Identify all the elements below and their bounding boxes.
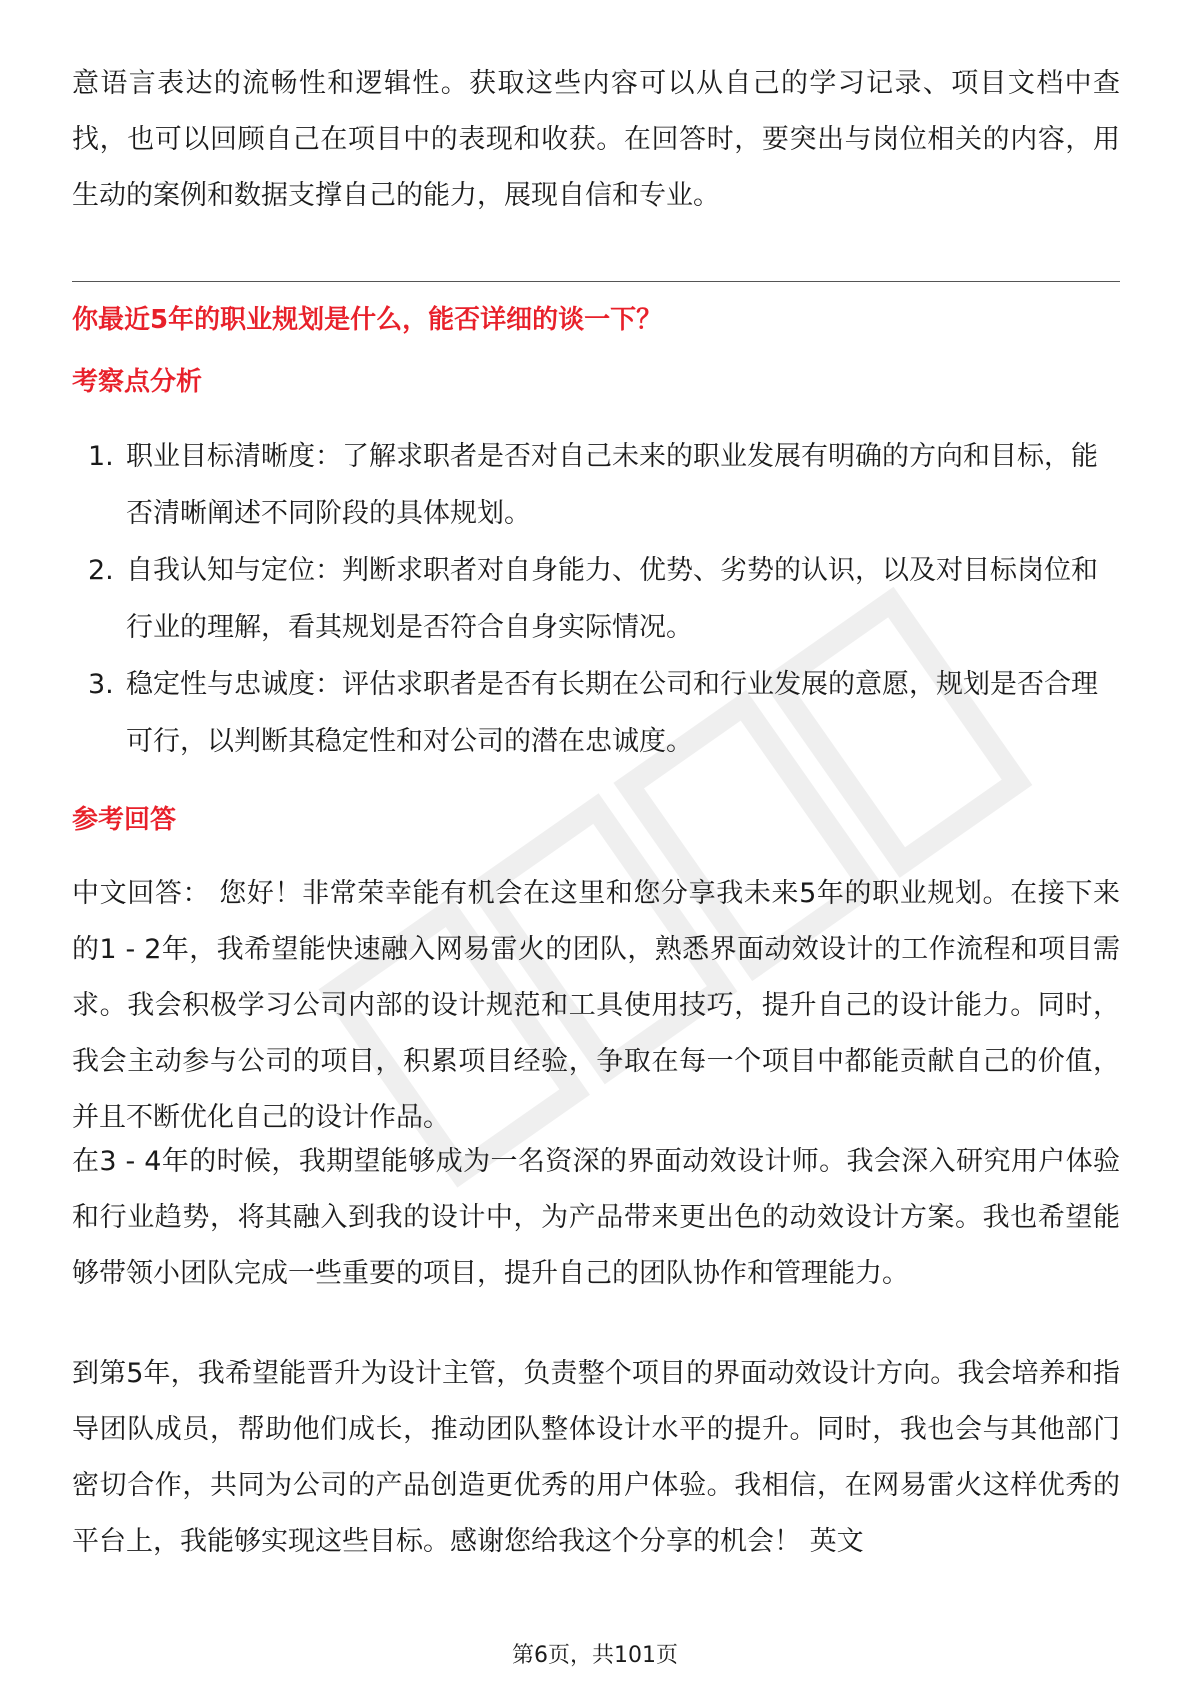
page-footer: 第6页，共101页 — [512, 1643, 678, 1668]
answer-paragraph: 在3 - 4年的时候，我期望能够成为一名资深的界面动效设计师。我会深入研究用户体验和行业趋势，将其融入到我的设计中，为产品带来更出色的动效设计方案。我也希望能够带领小团队完成一些重要的项目，提升自己的团队协作和管理能力。 — [72, 1146, 1120, 1289]
analysis-item-number: 3. — [88, 669, 114, 700]
question-heading: 你最近5年的职业规划是什么，能否详细的谈一下？ — [72, 305, 663, 335]
analysis-item — [72, 542, 1120, 656]
analysis-item — [72, 656, 1120, 770]
analysis-item — [72, 428, 1120, 542]
analysis-list — [72, 428, 1120, 770]
answer-title: 参考回答 — [72, 805, 177, 835]
analysis-item-text: 自我认知与定位：判断求职者对自身能力、优势、劣势的认识，以及对目标岗位和行业的理解，看其规划是否符合自身实际情况。 — [126, 555, 1098, 643]
answer-paragraph: 到第5年，我希望能晋升为设计主管，负责整个项目的界面动效设计方向。我会培养和指导团队成员，帮助他们成长，推动团队整体设计水平的提升。同时，我也会与其他部门密切合作，共同为公司的产品创造更优秀的用户体验。我相信，在网易雷火这样优秀的平台上，我能够实现这些目标。感谢您给我这个分享的机会！ 英文 — [72, 1358, 1120, 1557]
analysis-item-text: 稳定性与忠诚度：评估求职者是否有长期在公司和行业发展的意愿，规划是否合理可行，以判断其稳定性和对公司的潜在忠诚度。 — [126, 669, 1098, 757]
section-divider — [72, 281, 1120, 282]
analysis-item-number: 2. — [88, 555, 114, 586]
analysis-title: 考察点分析 — [72, 367, 203, 397]
analysis-item-number: 1. — [88, 441, 114, 472]
answer-paragraph: 中文回答： 您好！非常荣幸能有机会在这里和您分享我未来5年的职业规划。在接下来的1 - 2年，我希望能快速融入网易雷火的团队，熟悉界面动效设计的工作流程和项目需求。我会积极学习公司内部的设计规范和工具使用技巧，提升自己的设计能力。同时，我会主动参与公司的项目，积累项目经验，争取在每一个项目中都能贡献自己的价值，并且不断优化自己的设计作品。 — [72, 878, 1120, 1133]
intro-paragraph: 意语言表达的流畅性和逻辑性。获取这些内容可以从自己的学习记录、项目文档中查找，也可以回顾自己在项目中的表现和收获。在回答时，要突出与岗位相关的内容，用生动的案例和数据支撑自己的能力，展现自信和专业。 — [72, 68, 1120, 211]
analysis-item-text: 职业目标清晰度：了解求职者是否对自己未来的职业发展有明确的方向和目标，能否清晰阐述不同阶段的具体规划。 — [126, 441, 1098, 529]
